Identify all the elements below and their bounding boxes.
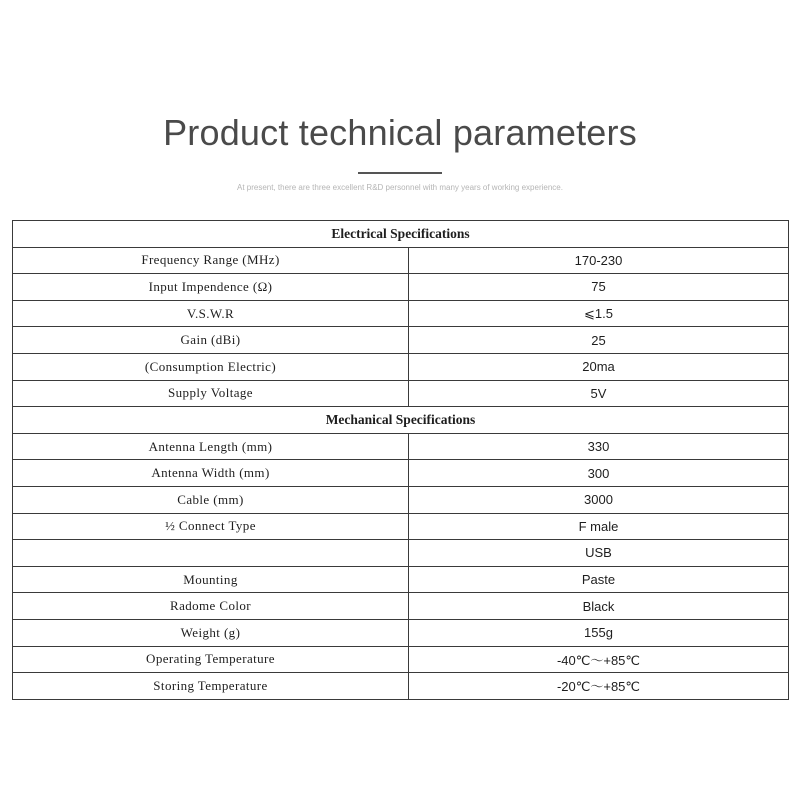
table-row <box>13 566 789 593</box>
table-row <box>13 274 789 301</box>
spec-value: 25 <box>409 327 789 354</box>
spec-value: Paste <box>409 566 789 593</box>
table-row <box>13 247 789 274</box>
electrical-heading: Electrical Specifications <box>13 221 789 248</box>
spec-label: Radome Color <box>13 593 409 620</box>
table-row <box>13 460 789 487</box>
spec-label: Antenna Length (mm) <box>13 433 409 460</box>
table-row <box>13 646 789 673</box>
spec-value: Black <box>409 593 789 620</box>
spec-label: Frequency Range (MHz) <box>13 247 409 274</box>
spec-value: ⩽1.5 <box>409 300 789 327</box>
section-header-row <box>13 221 789 248</box>
spec-label: (Consumption Electric) <box>13 353 409 380</box>
spec-label: Storing Temperature <box>13 673 409 700</box>
table-row <box>13 593 789 620</box>
table-row <box>13 380 789 407</box>
spec-label: Gain (dBi) <box>13 327 409 354</box>
table-row <box>13 513 789 540</box>
spec-label: Supply Voltage <box>13 380 409 407</box>
spec-label: Cable (mm) <box>13 486 409 513</box>
spec-value: USB <box>409 540 789 567</box>
spec-value: F male <box>409 513 789 540</box>
spec-label: Input Impendence (Ω) <box>13 274 409 301</box>
spec-label <box>13 540 409 567</box>
spec-value: 300 <box>409 460 789 487</box>
page-title: Product technical parameters <box>163 112 637 153</box>
table-row <box>13 540 789 567</box>
spec-value: 170-230 <box>409 247 789 274</box>
table-row <box>13 673 789 700</box>
spec-label: Operating Temperature <box>13 646 409 673</box>
spec-label: ½ Connect Type <box>13 513 409 540</box>
title-underline <box>358 172 442 174</box>
table-row <box>13 300 789 327</box>
page-subtitle: At present, there are three excellent R&D personnel with many years of working experience. <box>237 183 563 192</box>
spec-label: Antenna Width (mm) <box>13 460 409 487</box>
table-row <box>13 486 789 513</box>
table-row <box>13 353 789 380</box>
spec-label: V.S.W.R <box>13 300 409 327</box>
spec-value: 155g <box>409 619 789 646</box>
table-row <box>13 433 789 460</box>
table-row <box>13 327 789 354</box>
section-header-row <box>13 407 789 434</box>
spec-value: 75 <box>409 274 789 301</box>
spec-label: Weight (g) <box>13 619 409 646</box>
spec-label: Mounting <box>13 566 409 593</box>
mechanical-heading: Mechanical Specifications <box>13 407 789 434</box>
spec-value: 5V <box>409 380 789 407</box>
spec-value: 3000 <box>409 486 789 513</box>
spec-table <box>12 220 789 700</box>
spec-value: 330 <box>409 433 789 460</box>
spec-value: -20℃～+85℃ <box>409 673 789 700</box>
spec-value: 20ma <box>409 353 789 380</box>
spec-value: -40℃～+85℃ <box>409 646 789 673</box>
table-row <box>13 619 789 646</box>
